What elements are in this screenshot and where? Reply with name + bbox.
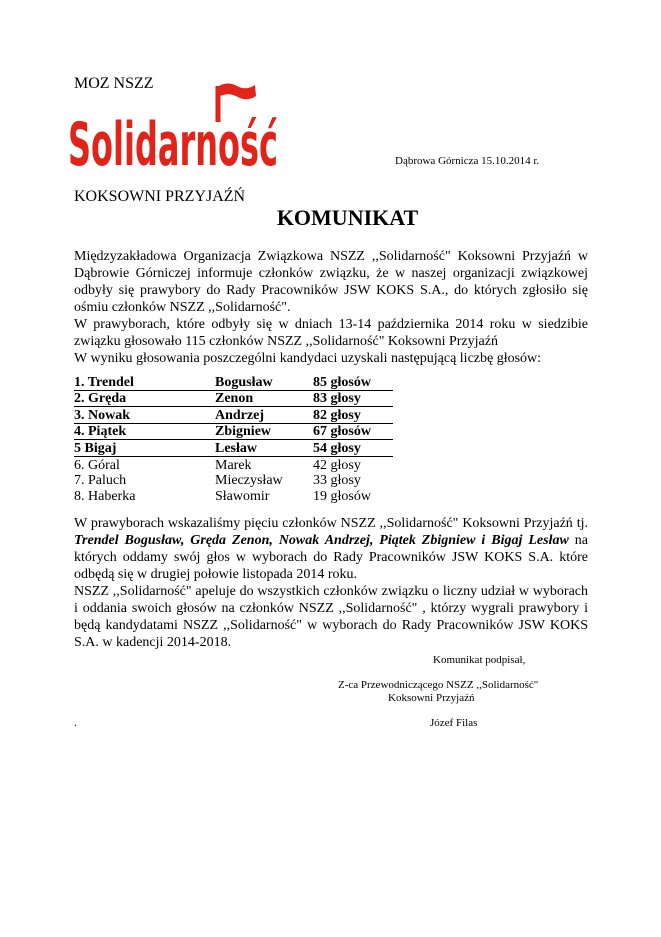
selected-candidates: Trendel Bogusław, Gręda Zenon, Nowak Andrzej, Piątek Zbigniew i Bigaj Lesław bbox=[74, 533, 569, 548]
candidate-first-name: Mieczysław bbox=[215, 473, 283, 489]
page-title: KOMUNIKAT bbox=[276, 205, 419, 230]
candidate-votes: 19 głosów bbox=[313, 488, 371, 504]
result-row bbox=[74, 407, 393, 424]
candidate-votes: 85 głosów bbox=[313, 374, 393, 390]
candidate-surname: 6. Góral bbox=[74, 457, 120, 473]
result-row bbox=[74, 473, 393, 489]
candidate-surname: 5 Bigaj bbox=[74, 440, 215, 457]
candidate-first-name: Marek bbox=[215, 457, 252, 473]
signed-note: Komunikat podpisał, bbox=[433, 654, 526, 666]
intro-text bbox=[74, 248, 588, 367]
candidate-surname: 1. Trendel bbox=[74, 374, 215, 390]
candidate-first-name: Andrzej bbox=[215, 407, 313, 424]
candidate-surname: 7. Paluch bbox=[74, 473, 127, 489]
result-row bbox=[74, 423, 393, 440]
candidate-surname: 2. Gręda bbox=[74, 390, 215, 407]
closing-paragraph-1: W prawyborach wskazaliśmy pięciu członków NSZZ ,,Solidarność" Koksowni Przyjaźń tj. Trendel Bogusław, Gręda Zenon, Nowak Andrzej, Piątek Zbigniew i Bigaj Lesław na których oddamy swój głos w wyborach do Rady Pracowników JSW KOKS S.A. które odbędą się w drugiej połowie listopada 2014 roku. bbox=[74, 516, 588, 582]
signatory-role: Z-ca Przewodniczącego NSZZ ,,Solidarność" bbox=[338, 679, 539, 691]
candidate-first-name: Bogusław bbox=[215, 374, 313, 390]
intro-paragraph-3: W wyniku głosowania poszczególni kandydaci uzyskali następującą liczbę głosów: bbox=[74, 351, 542, 366]
signatory-name: Józef Filas bbox=[430, 717, 478, 729]
stray-dot: . bbox=[74, 717, 77, 729]
results-table bbox=[74, 374, 393, 504]
result-row bbox=[74, 390, 393, 407]
result-row bbox=[74, 374, 393, 390]
candidate-votes: 83 głosy bbox=[313, 390, 393, 407]
result-row bbox=[74, 440, 393, 457]
candidate-votes: 42 głosy bbox=[313, 457, 361, 473]
candidate-surname: 8. Haberka bbox=[74, 488, 136, 504]
candidate-first-name: Sławomir bbox=[215, 488, 270, 504]
closing-paragraph-2: NSZZ ,,Solidarność" apeluje do wszystkich członków związku o liczny udział w wyborach i oddania swoich głosów na członków NSZZ ,,Solidarność" , którzy wygrali prawybory i będą kandydatami NSZZ ,,Solidarność" w wyborach do Rady Pracowników JSW KOKS S.A. w kadencji 2014-2018. bbox=[74, 584, 588, 650]
closing-text bbox=[74, 515, 588, 651]
solidarnosc-logo bbox=[66, 82, 282, 174]
candidate-votes: 82 głosy bbox=[313, 407, 393, 424]
candidate-votes: 67 głosów bbox=[313, 423, 393, 440]
place-date: Dąbrowa Górnicza 15.10.2014 r. bbox=[395, 155, 540, 167]
intro-paragraph-2: W prawyborach, które odbyły się w dniach 13-14 października 2014 roku w siedzibie związku głosowało 115 członków NSZZ ,,Solidarność" Koksowni Przyjaźń bbox=[74, 317, 588, 349]
logo-wordmark: Solidarność bbox=[68, 110, 278, 174]
result-row bbox=[74, 488, 393, 504]
signatory-plant: Koksowni Przyjaźń bbox=[388, 692, 475, 704]
candidate-first-name: Lesław bbox=[215, 440, 313, 457]
candidate-first-name: Zbigniew bbox=[215, 423, 313, 440]
candidate-votes: 54 głosy bbox=[313, 440, 393, 457]
intro-paragraph-1: Międzyzakładowa Organizacja Związkowa NSZZ ,,Solidarność" Koksowni Przyjaźń w Dąbrowie Górniczej informuje członków związku, że w naszej organizacji związkowej odbyły się prawybory do Rady Pracowników JSW KOKS S.A., do których zgłosiło się ośmiu członków NSZZ ,,Solidarność". bbox=[74, 249, 588, 315]
candidate-votes: 33 głosy bbox=[313, 473, 361, 489]
result-row bbox=[74, 456, 393, 472]
organization-name: MOZ NSZZ bbox=[74, 75, 154, 92]
candidate-surname: 3. Nowak bbox=[74, 407, 215, 424]
plant-name: KOKSOWNI PRZYJAŹŃ bbox=[74, 188, 246, 205]
candidate-first-name: Zenon bbox=[215, 390, 313, 407]
candidate-surname: 4. Piątek bbox=[74, 423, 215, 440]
